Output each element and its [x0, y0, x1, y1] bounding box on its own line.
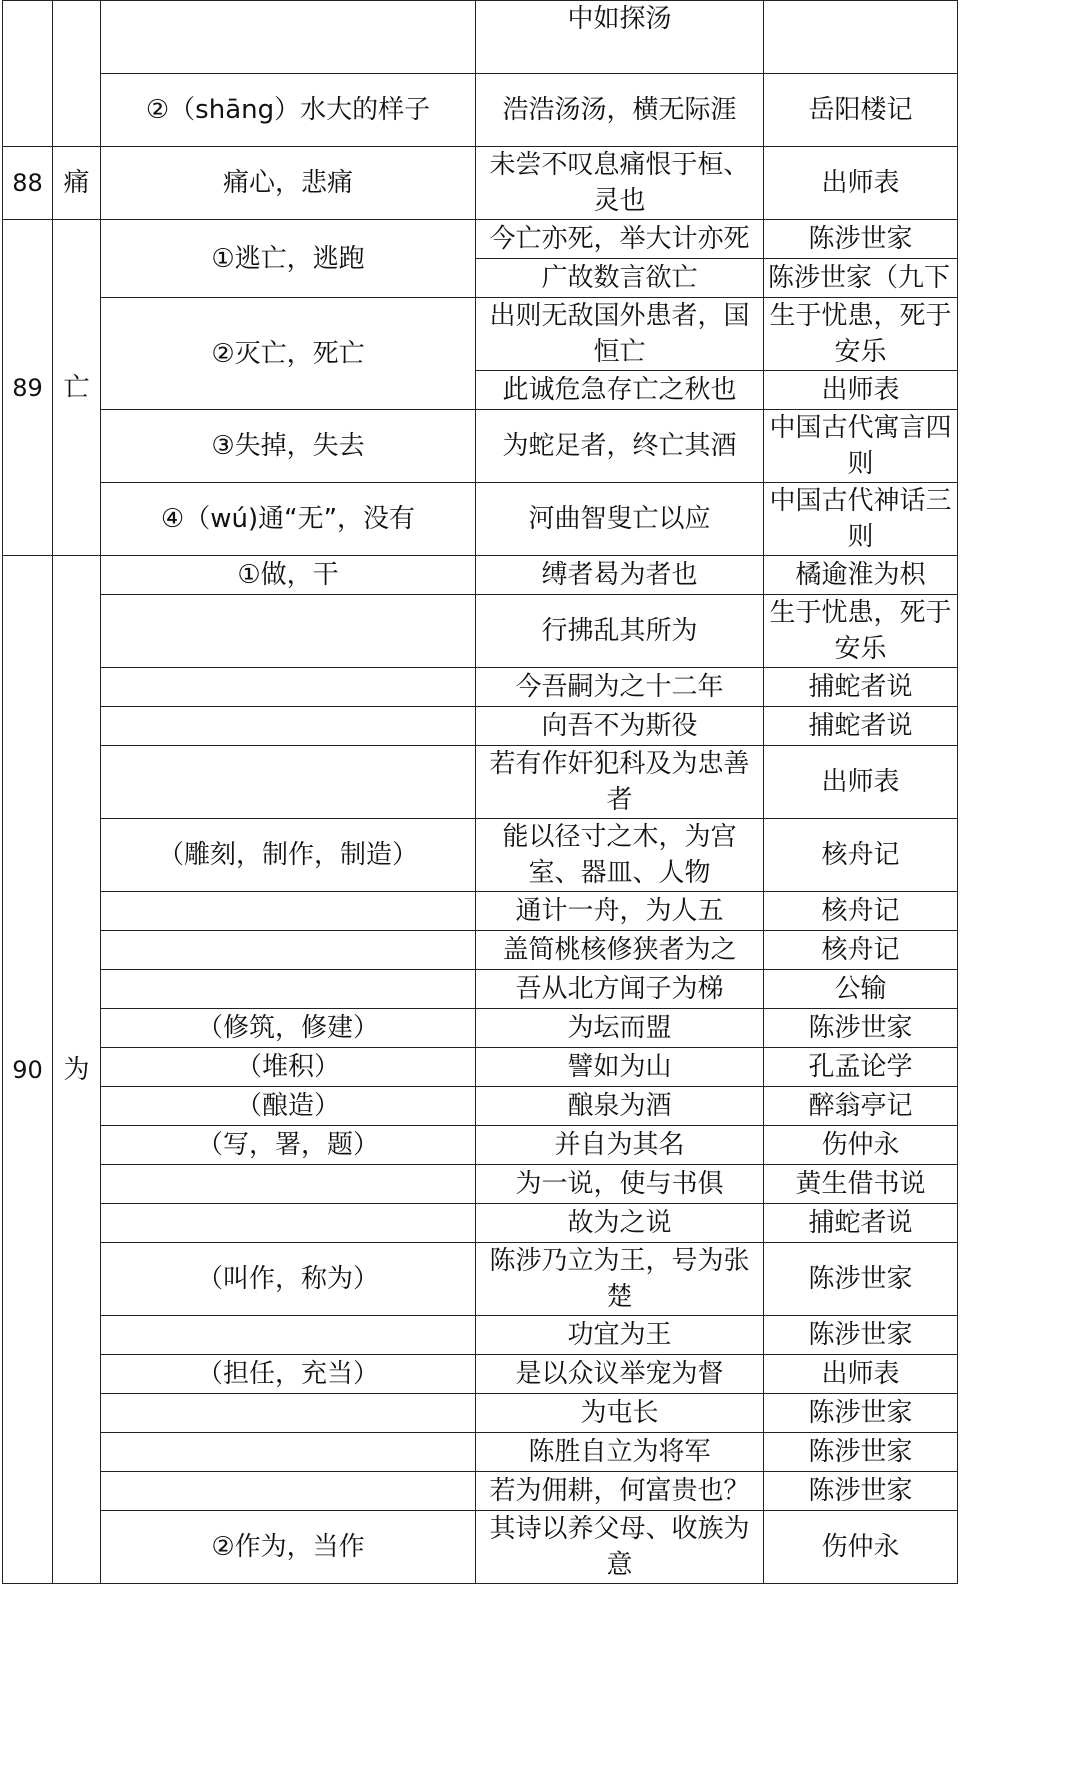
source-cell: 中国古代神话三则	[764, 483, 958, 556]
meaning-cell: （叫作，称为）	[101, 1243, 476, 1316]
table-row	[3, 1009, 958, 1048]
meaning-cell: （修筑，修建）	[101, 1009, 476, 1048]
example-cell: 浩浩汤汤，横无际涯	[476, 74, 764, 147]
source-cell: 伤仲永	[764, 1126, 958, 1165]
example-cell: 陈涉乃立为王，号为张楚	[476, 1243, 764, 1316]
number-cell: 90	[3, 556, 53, 1584]
source-cell: 陈涉世家	[764, 1243, 958, 1316]
character-cell: 痛	[53, 147, 101, 220]
example-cell: 今亡亦死，举大计亦死	[476, 220, 764, 259]
example-cell: 其诗以养父母、收族为意	[476, 1511, 764, 1584]
table-row	[3, 931, 958, 970]
meaning-cell: ②（shāng）水大的样子	[101, 74, 476, 147]
source-cell: 陈涉世家	[764, 1472, 958, 1511]
example-cell: 中如探汤	[476, 1, 764, 74]
table-row	[3, 483, 958, 556]
meaning-cell: （雕刻，制作，制造）	[101, 819, 476, 892]
table-row	[3, 1087, 958, 1126]
source-cell: 核舟记	[764, 931, 958, 970]
table-row	[3, 1472, 958, 1511]
table-row	[3, 556, 958, 595]
meaning-cell: ①逃亡，逃跑	[101, 220, 476, 298]
example-cell: 吾从北方闻子为梯	[476, 970, 764, 1009]
example-cell: 譬如为山	[476, 1048, 764, 1087]
example-cell: 行拂乱其所为	[476, 595, 764, 668]
example-cell: 为一说，使与书俱	[476, 1165, 764, 1204]
table-row	[3, 668, 958, 707]
source-cell: 橘逾淮为枳	[764, 556, 958, 595]
table-row	[3, 707, 958, 746]
table-row	[3, 1, 958, 74]
example-cell: 出则无敌国外患者，国恒亡	[476, 298, 764, 371]
source-cell: 生于忧患，死于安乐	[764, 595, 958, 668]
example-cell: 此诚危急存亡之秋也	[476, 371, 764, 410]
example-cell: 并自为其名	[476, 1126, 764, 1165]
example-cell: 盖简桃核修狭者为之	[476, 931, 764, 970]
table-row	[3, 1165, 958, 1204]
meaning-cell: （担任，充当）	[101, 1355, 476, 1394]
word-meaning-table	[2, 0, 958, 1584]
meaning-cell	[101, 595, 476, 668]
source-cell: 醉翁亭记	[764, 1087, 958, 1126]
source-cell: 黄生借书说	[764, 1165, 958, 1204]
source-cell: 出师表	[764, 746, 958, 819]
table-row	[3, 298, 958, 371]
number-cell	[3, 1, 53, 147]
example-cell: 陈胜自立为将军	[476, 1433, 764, 1472]
example-cell: 为蛇足者，终亡其酒	[476, 410, 764, 483]
table-row	[3, 1433, 958, 1472]
table-row	[3, 147, 958, 220]
meaning-cell	[101, 1394, 476, 1433]
source-cell: 出师表	[764, 371, 958, 410]
source-cell: 核舟记	[764, 892, 958, 931]
source-cell: 生于忧患，死于安乐	[764, 298, 958, 371]
source-cell: 捕蛇者说	[764, 668, 958, 707]
source-cell: 陈涉世家	[764, 1394, 958, 1433]
table-row	[3, 970, 958, 1009]
table-row	[3, 1126, 958, 1165]
table-row	[3, 1048, 958, 1087]
example-cell: 缚者曷为者也	[476, 556, 764, 595]
example-cell: 酿泉为酒	[476, 1087, 764, 1126]
meaning-cell: （酿造）	[101, 1087, 476, 1126]
source-cell: 捕蛇者说	[764, 707, 958, 746]
example-cell: 通计一舟，为人五	[476, 892, 764, 931]
example-cell: 能以径寸之木，为宫室、器皿、人物	[476, 819, 764, 892]
meaning-cell: ②灭亡，死亡	[101, 298, 476, 410]
example-cell: 为屯长	[476, 1394, 764, 1433]
meaning-cell: ①做，干	[101, 556, 476, 595]
meaning-cell: ④（wú)通“无”，没有	[101, 483, 476, 556]
meaning-cell	[101, 668, 476, 707]
character-cell: 亡	[53, 220, 101, 556]
meaning-cell	[101, 970, 476, 1009]
character-cell: 为	[53, 556, 101, 1584]
character-cell	[53, 1, 101, 147]
meaning-cell	[101, 1433, 476, 1472]
source-cell: 捕蛇者说	[764, 1204, 958, 1243]
source-cell: 中国古代寓言四则	[764, 410, 958, 483]
example-cell: 广故数言欲亡	[476, 259, 764, 298]
example-cell: 若有作奸犯科及为忠善者	[476, 746, 764, 819]
table-row	[3, 1394, 958, 1433]
number-cell: 89	[3, 220, 53, 556]
example-cell: 今吾嗣为之十二年	[476, 668, 764, 707]
number-cell: 88	[3, 147, 53, 220]
example-cell: 是以众议举宠为督	[476, 1355, 764, 1394]
meaning-cell: ③失掉，失去	[101, 410, 476, 483]
table-row	[3, 892, 958, 931]
meaning-cell: 痛心，悲痛	[101, 147, 476, 220]
meaning-cell	[101, 746, 476, 819]
source-cell: 孔孟论学	[764, 1048, 958, 1087]
table-row	[3, 1243, 958, 1316]
meaning-cell	[101, 1472, 476, 1511]
meaning-cell: （写，署，题）	[101, 1126, 476, 1165]
meaning-cell	[101, 1204, 476, 1243]
meaning-cell: ②作为，当作	[101, 1511, 476, 1584]
table-row	[3, 220, 958, 259]
meaning-cell	[101, 707, 476, 746]
example-cell: 向吾不为斯役	[476, 707, 764, 746]
table-row	[3, 595, 958, 668]
source-cell: 陈涉世家	[764, 1009, 958, 1048]
source-cell: 岳阳楼记	[764, 74, 958, 147]
meaning-cell	[101, 1, 476, 74]
source-cell: 核舟记	[764, 819, 958, 892]
source-cell: 陈涉世家	[764, 1316, 958, 1355]
example-cell: 功宜为王	[476, 1316, 764, 1355]
example-cell: 若为佣耕，何富贵也？	[476, 1472, 764, 1511]
meaning-cell	[101, 1316, 476, 1355]
table-row	[3, 1316, 958, 1355]
table-row	[3, 74, 958, 147]
table-row	[3, 1511, 958, 1584]
meaning-cell	[101, 1165, 476, 1204]
source-cell: 公输	[764, 970, 958, 1009]
source-cell: 陈涉世家	[764, 220, 958, 259]
source-cell: 伤仲永	[764, 1511, 958, 1584]
meaning-cell	[101, 892, 476, 931]
table-row	[3, 1204, 958, 1243]
example-cell: 为坛而盟	[476, 1009, 764, 1048]
table-row	[3, 819, 958, 892]
table-row	[3, 1355, 958, 1394]
table-row	[3, 746, 958, 819]
example-cell: 故为之说	[476, 1204, 764, 1243]
example-cell: 未尝不叹息痛恨于桓、灵也	[476, 147, 764, 220]
source-cell: 陈涉世家	[764, 1433, 958, 1472]
meaning-cell: （堆积）	[101, 1048, 476, 1087]
source-cell	[764, 1, 958, 74]
example-cell: 河曲智叟亡以应	[476, 483, 764, 556]
table-row	[3, 410, 958, 483]
meaning-cell	[101, 931, 476, 970]
source-cell: 出师表	[764, 1355, 958, 1394]
source-cell: 出师表	[764, 147, 958, 220]
source-cell: 陈涉世家（九下	[764, 259, 958, 298]
